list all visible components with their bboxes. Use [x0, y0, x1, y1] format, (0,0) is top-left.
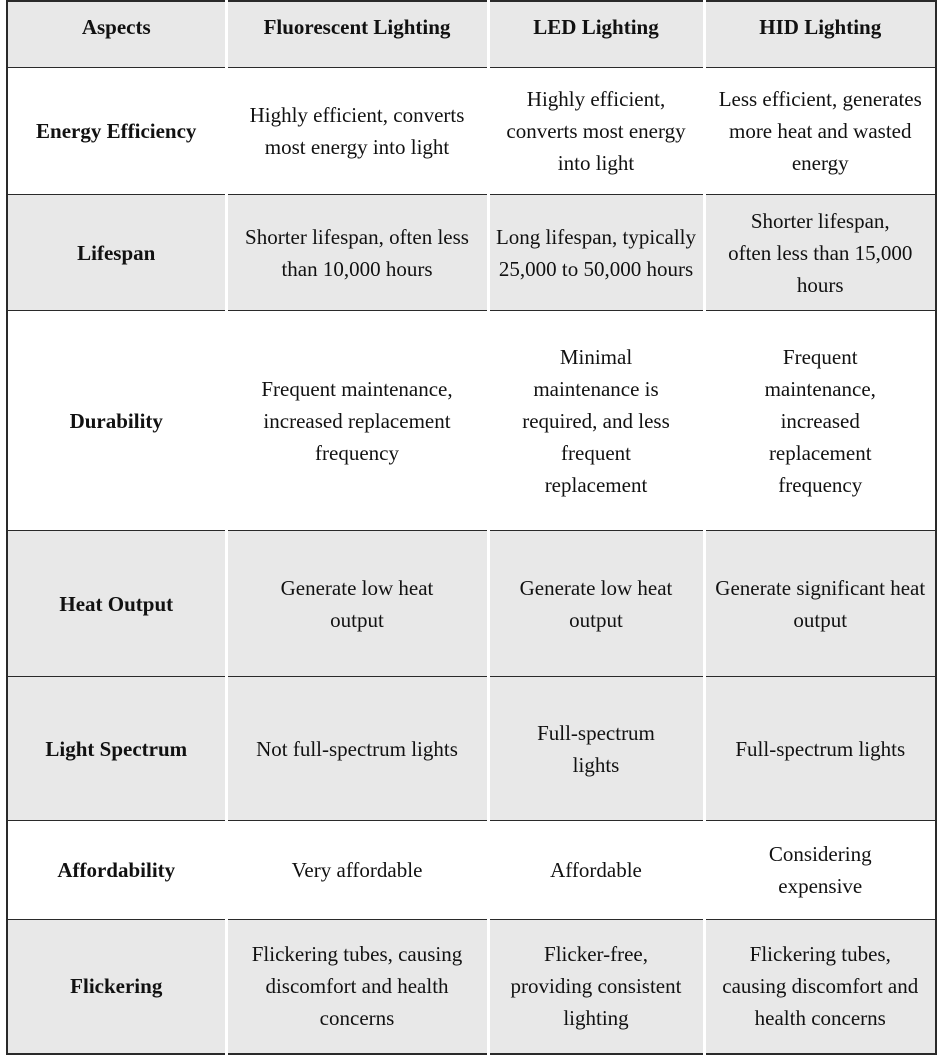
- table-row: [7, 531, 936, 677]
- header-led: LED Lighting: [488, 1, 704, 68]
- table-row: [7, 821, 936, 920]
- led-cell: Minimal maintenance is required, and less frequent replacement: [488, 311, 704, 531]
- aspect-cell: Heat Output: [7, 531, 226, 677]
- led-cell: Long lifespan, typically 25,000 to 50,000 hours: [488, 195, 704, 311]
- hid-cell: Flickering tubes, causing discomfort and health concerns: [704, 920, 936, 1054]
- fluorescent-cell: Very affordable: [226, 821, 488, 920]
- hid-cell: Less efficient, generates more heat and wasted energy: [704, 68, 936, 195]
- header-aspects: Aspects: [7, 1, 226, 68]
- led-cell: Highly efficient, converts most energy into light: [488, 68, 704, 195]
- header-row: [7, 1, 936, 68]
- hid-cell: Considering expensive: [704, 821, 936, 920]
- aspect-cell: Durability: [7, 311, 226, 531]
- led-cell: Affordable: [488, 821, 704, 920]
- aspect-cell: Flickering: [7, 920, 226, 1054]
- table-row: [7, 195, 936, 311]
- table-row: [7, 311, 936, 531]
- aspect-cell: Lifespan: [7, 195, 226, 311]
- comparison-table: [6, 0, 937, 1055]
- led-cell: Flicker-free, providing consistent lighting: [488, 920, 704, 1054]
- led-cell: Generate low heat output: [488, 531, 704, 677]
- table-row: [7, 68, 936, 195]
- fluorescent-cell: Shorter lifespan, often less than 10,000 hours: [226, 195, 488, 311]
- header-fluorescent: Fluorescent Lighting: [226, 1, 488, 68]
- hid-cell: Generate significant heat output: [704, 531, 936, 677]
- hid-cell: Frequent maintenance, increased replacement frequency: [704, 311, 936, 531]
- led-cell: Full-spectrum lights: [488, 677, 704, 821]
- header-hid: HID Lighting: [704, 1, 936, 68]
- fluorescent-cell: Frequent maintenance, increased replacement frequency: [226, 311, 488, 531]
- hid-cell: Full-spectrum lights: [704, 677, 936, 821]
- table-row: [7, 920, 936, 1054]
- aspect-cell: Affordability: [7, 821, 226, 920]
- fluorescent-cell: Not full-spectrum lights: [226, 677, 488, 821]
- hid-cell: Shorter lifespan, often less than 15,000 hours: [704, 195, 936, 311]
- fluorescent-cell: Highly efficient, converts most energy into light: [226, 68, 488, 195]
- aspect-cell: Energy Efficiency: [7, 68, 226, 195]
- fluorescent-cell: Generate low heat output: [226, 531, 488, 677]
- aspect-cell: Light Spectrum: [7, 677, 226, 821]
- table-row: [7, 677, 936, 821]
- fluorescent-cell: Flickering tubes, causing discomfort and health concerns: [226, 920, 488, 1054]
